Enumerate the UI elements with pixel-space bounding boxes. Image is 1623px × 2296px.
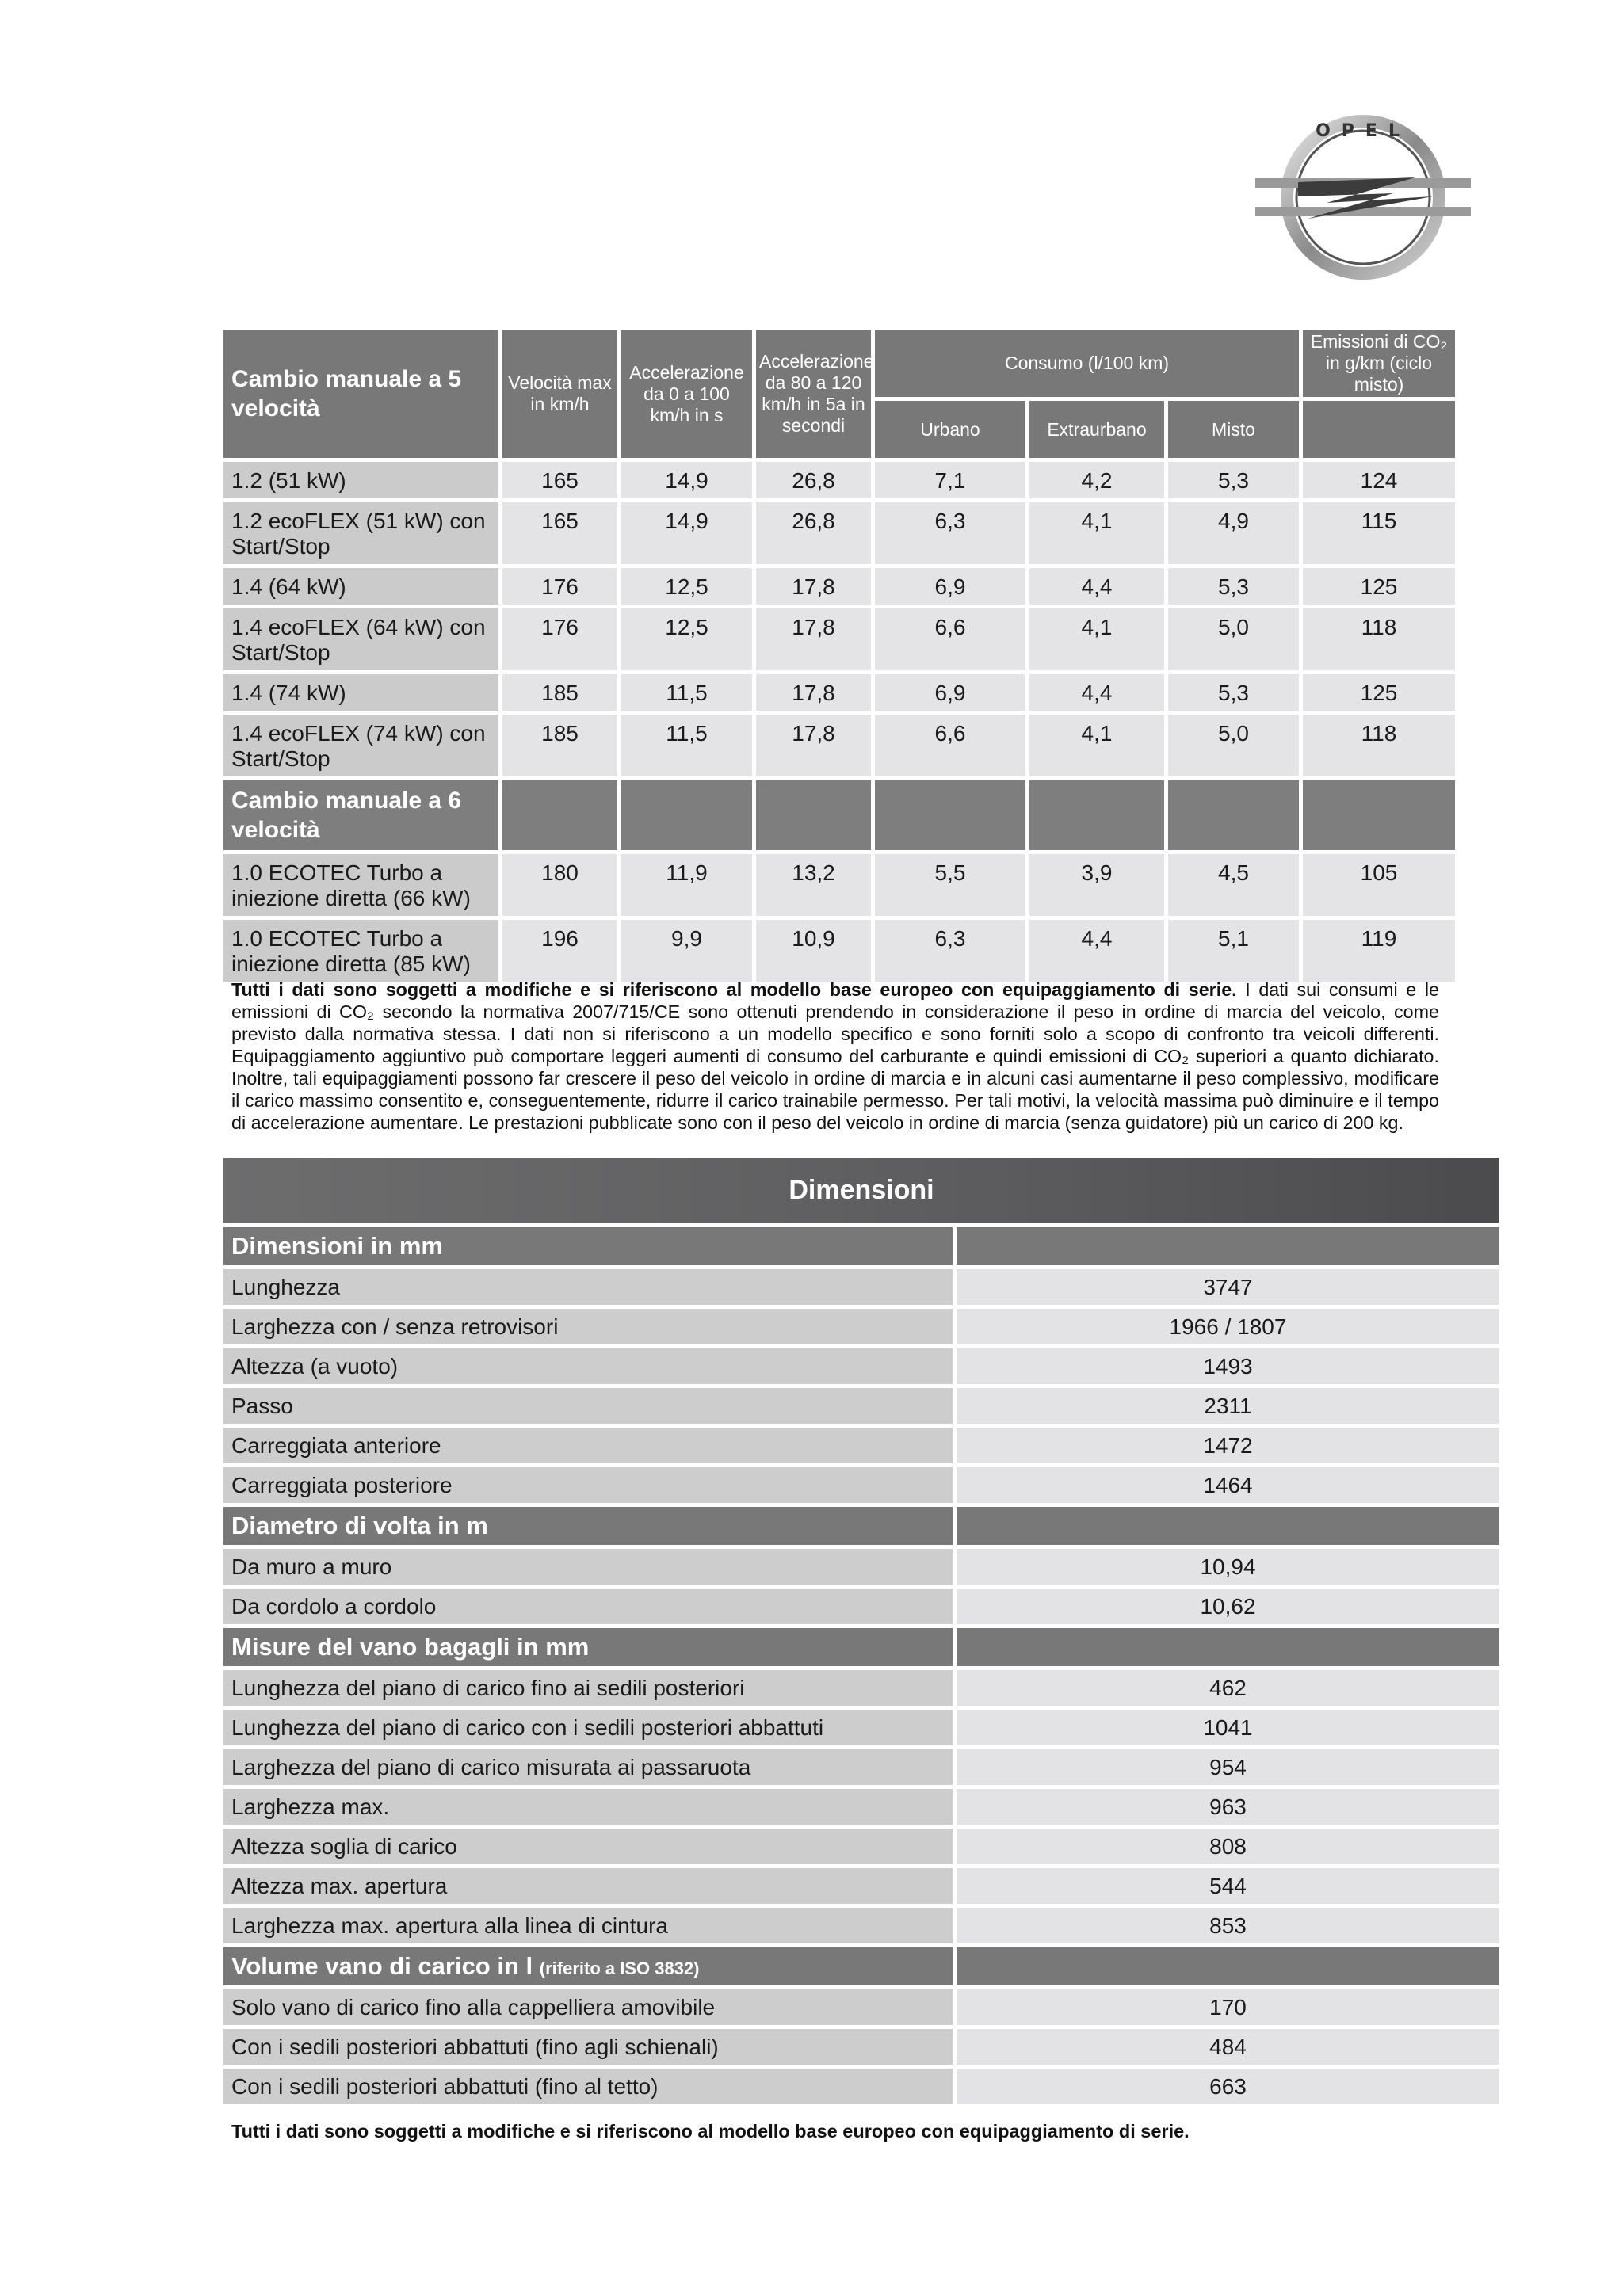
- engine-co2: 124: [1303, 462, 1455, 498]
- dimension-row: [223, 1309, 1499, 1344]
- dimension-value: 1472: [953, 1428, 1499, 1463]
- engine-urban: 6,3: [875, 920, 1025, 982]
- section-title: Diametro di volta in m: [231, 1512, 488, 1539]
- engine-accel: 14,9: [621, 502, 752, 564]
- engine-speed: 180: [502, 854, 617, 916]
- engine-accel: 12,5: [621, 568, 752, 605]
- dimension-row: [223, 1789, 1499, 1825]
- engine-mixed: 4,9: [1168, 502, 1299, 564]
- engine-accel2: 17,8: [756, 568, 871, 605]
- dimension-value: 1966 / 1807: [953, 1309, 1499, 1344]
- header-empty: [1303, 401, 1455, 458]
- dimension-label: Altezza soglia di carico: [223, 1829, 953, 1864]
- dimension-row: [223, 1749, 1499, 1785]
- engine-extra: 4,1: [1029, 608, 1164, 670]
- notes-bold: Tutti i dati sono soggetti a modifiche e si riferiscono al modello base europeo con equipaggiamento di serie.: [231, 979, 1237, 1000]
- engine-urban: 6,3: [875, 502, 1025, 564]
- engine-speed: 185: [502, 674, 617, 711]
- engine-accel2: 13,2: [756, 854, 871, 916]
- dimension-value: 170: [953, 1989, 1499, 2025]
- engine-accel2: 17,8: [756, 715, 871, 776]
- dimension-label: Carreggiata anteriore: [223, 1428, 953, 1463]
- engine-row: [223, 920, 1455, 982]
- dimension-label: Larghezza max.: [223, 1789, 953, 1825]
- engine-extra: 4,1: [1029, 715, 1164, 776]
- engine-label: 1.0 ECOTEC Turbo a iniezione diretta (85 kW): [223, 920, 498, 982]
- dimension-label: Da muro a muro: [223, 1549, 953, 1585]
- dimension-value: 1041: [953, 1710, 1499, 1745]
- engine-label: 1.0 ECOTEC Turbo a iniezione diretta (66 kW): [223, 854, 498, 916]
- engine-accel: 14,9: [621, 462, 752, 498]
- engine-label: 1.4 ecoFLEX (74 kW) con Start/Stop: [223, 715, 498, 776]
- engine-accel2: 26,8: [756, 462, 871, 498]
- engine-speed: 176: [502, 568, 617, 605]
- dimension-value: 3747: [953, 1269, 1499, 1305]
- dimension-value: 853: [953, 1908, 1499, 1943]
- dimension-value: 484: [953, 2029, 1499, 2065]
- engine-label: 1.4 ecoFLEX (64 kW) con Start/Stop: [223, 608, 498, 670]
- engine-co2: 105: [1303, 854, 1455, 916]
- dimension-row: [223, 1428, 1499, 1463]
- dimension-row: [223, 1989, 1499, 2025]
- section-title: Volume vano di carico in l: [231, 1952, 533, 1980]
- engine-co2: 118: [1303, 715, 1455, 776]
- engine-mixed: 5,1: [1168, 920, 1299, 982]
- header-urban: Urbano: [875, 401, 1025, 458]
- dimension-value: 544: [953, 1868, 1499, 1904]
- dimension-row: [223, 1549, 1499, 1585]
- dimension-label: Passo: [223, 1388, 953, 1424]
- engine-label: 1.4 (74 kW): [223, 674, 498, 711]
- engine-accel: 11,9: [621, 854, 752, 916]
- engine-extra: 4,4: [1029, 568, 1164, 605]
- dimension-label: Con i sedili posteriori abbattuti (fino agli schienali): [223, 2029, 953, 2065]
- dimension-value: 10,94: [953, 1549, 1499, 1585]
- dimension-section: [223, 1227, 1499, 1265]
- group-title-6: Cambio manuale a 6 velocità: [223, 780, 498, 850]
- dimensions-footnote: Tutti i dati sono soggetti a modifiche e si riferiscono al modello base europeo con equipaggiamento di serie.: [231, 2121, 1190, 2142]
- dimension-row: [223, 1388, 1499, 1424]
- engine-mixed: 5,3: [1168, 462, 1299, 498]
- dimension-row: [223, 2069, 1499, 2104]
- dimension-label: Carreggiata posteriore: [223, 1467, 953, 1503]
- engine-label: 1.2 (51 kW): [223, 462, 498, 498]
- dimension-label: Con i sedili posteriori abbattuti (fino al tetto): [223, 2069, 953, 2104]
- dimension-value: 808: [953, 1829, 1499, 1864]
- engine-row: [223, 608, 1455, 670]
- engine-speed: 165: [502, 502, 617, 564]
- dimension-row: [223, 1269, 1499, 1305]
- engine-speed: 196: [502, 920, 617, 982]
- engine-mixed: 5,0: [1168, 715, 1299, 776]
- dimension-row: [223, 1670, 1499, 1706]
- dimension-label: Lunghezza: [223, 1269, 953, 1305]
- dimension-section: [223, 1507, 1499, 1545]
- dimension-label: Altezza max. apertura: [223, 1868, 953, 1904]
- section-subtitle: (riferito a ISO 3832): [539, 1958, 700, 1978]
- dimension-row: [223, 1589, 1499, 1624]
- engine-extra: 3,9: [1029, 854, 1164, 916]
- engine-row: [223, 568, 1455, 605]
- engine-co2: 118: [1303, 608, 1455, 670]
- dimension-value: 663: [953, 2069, 1499, 2104]
- engine-accel2: 26,8: [756, 502, 871, 564]
- engine-label: 1.4 (64 kW): [223, 568, 498, 605]
- engine-urban: 6,6: [875, 608, 1025, 670]
- engine-mixed: 5,0: [1168, 608, 1299, 670]
- dimensions-title: Dimensioni: [223, 1158, 1499, 1223]
- engine-mixed: 5,3: [1168, 568, 1299, 605]
- engine-urban: 5,5: [875, 854, 1025, 916]
- engine-urban: 6,6: [875, 715, 1025, 776]
- engine-accel: 12,5: [621, 608, 752, 670]
- dimension-label: Solo vano di carico fino alla cappelliera amovibile: [223, 1989, 953, 2025]
- header-consumption: Consumo (l/100 km): [875, 330, 1299, 397]
- dimension-value: 963: [953, 1789, 1499, 1825]
- dimensions-table: [223, 1223, 1499, 2108]
- dimension-row: [223, 1710, 1499, 1745]
- engine-accel: 11,5: [621, 674, 752, 711]
- dimension-label: Larghezza con / senza retrovisori: [223, 1309, 953, 1344]
- dimension-section: [223, 1947, 1499, 1985]
- dimension-value: 10,62: [953, 1589, 1499, 1624]
- engine-accel2: 17,8: [756, 674, 871, 711]
- engine-label: 1.2 ecoFLEX (51 kW) con Start/Stop: [223, 502, 498, 564]
- disclaimer-notes: [231, 978, 1439, 1134]
- engine-urban: 7,1: [875, 462, 1025, 498]
- dimension-value: 1464: [953, 1467, 1499, 1503]
- notes-text: I dati sui consumi e le emissioni di CO₂ secondo la normativa 2007/715/CE sono ottenuti prendendo in considerazione il peso in ordine di marcia del veicolo, come previsto dalla normativa stessa. I dati non si riferiscono a un modello specifico e sono forniti solo a scopo di confronto tra veicoli differenti. Equipaggiamento aggiuntivo può comportare leggeri aumenti di consumo del carburante e quindi emissioni di CO₂ superiori a quanto dichiarato. Inoltre, tali equipaggiamenti possono far crescere il peso del veicolo in ordine di marcia e in alcuni casi aumentarne il peso complessivo, modificare il carico massimo consentito e, conseguentemente, ridurre il carico trainabile permesso. Per tali motivi, la velocità massima può diminuire e il tempo di accelerazione aumentare. Le prestazioni pubblicate sono con il peso del veicolo in ordine di marcia (senza guidatore) più un carico di 200 kg.: [231, 979, 1439, 1133]
- opel-logo-text: OPEL: [1316, 121, 1411, 141]
- group-title-5: Cambio manuale a 5 velocità: [223, 330, 498, 458]
- header-mixed: Misto: [1168, 401, 1299, 458]
- engine-extra: 4,2: [1029, 462, 1164, 498]
- dimension-row: [223, 1348, 1499, 1384]
- engine-extra: 4,4: [1029, 674, 1164, 711]
- engine-speed: 185: [502, 715, 617, 776]
- dimension-label: Larghezza max. apertura alla linea di cintura: [223, 1908, 953, 1943]
- dimension-label: Lunghezza del piano di carico fino ai sedili posteriori: [223, 1670, 953, 1706]
- engine-mixed: 4,5: [1168, 854, 1299, 916]
- engine-speed: 176: [502, 608, 617, 670]
- performance-table: [220, 326, 1459, 986]
- header-accel: Accelerazione da 0 a 100 km/h in s: [621, 330, 752, 458]
- engine-row: [223, 462, 1455, 498]
- engine-co2: 119: [1303, 920, 1455, 982]
- dimension-value: 1493: [953, 1348, 1499, 1384]
- engine-co2: 125: [1303, 568, 1455, 605]
- dimension-section: [223, 1628, 1499, 1666]
- engine-speed: 165: [502, 462, 617, 498]
- engine-accel: 11,5: [621, 715, 752, 776]
- engine-co2: 125: [1303, 674, 1455, 711]
- dimension-row: [223, 1467, 1499, 1503]
- section-title: Dimensioni in mm: [231, 1232, 443, 1260]
- engine-urban: 6,9: [875, 674, 1025, 711]
- header-accel-80-120: Accelerazione da 80 a 120 km/h in 5a in secondi: [756, 330, 871, 458]
- engine-mixed: 5,3: [1168, 674, 1299, 711]
- section-title: Misure del vano bagagli in mm: [231, 1633, 590, 1661]
- dimension-row: [223, 1868, 1499, 1904]
- dimension-label: Altezza (a vuoto): [223, 1348, 953, 1384]
- dimension-row: [223, 1829, 1499, 1864]
- opel-logo: [1251, 111, 1476, 284]
- engine-row: [223, 854, 1455, 916]
- dimension-label: Lunghezza del piano di carico con i sedili posteriori abbattuti: [223, 1710, 953, 1745]
- dimension-label: Da cordolo a cordolo: [223, 1589, 953, 1624]
- engine-row: [223, 674, 1455, 711]
- dimension-row: [223, 1908, 1499, 1943]
- header-speed: Velocità max in km/h: [502, 330, 617, 458]
- dimension-row: [223, 2029, 1499, 2065]
- header-extraurban: Extraurbano: [1029, 401, 1164, 458]
- header-emissions: Emissioni di CO₂ in g/km (ciclo misto): [1303, 330, 1455, 397]
- engine-accel2: 17,8: [756, 608, 871, 670]
- engine-row: [223, 715, 1455, 776]
- engine-co2: 115: [1303, 502, 1455, 564]
- engine-extra: 4,1: [1029, 502, 1164, 564]
- engine-accel2: 10,9: [756, 920, 871, 982]
- engine-extra: 4,4: [1029, 920, 1164, 982]
- dimension-value: 462: [953, 1670, 1499, 1706]
- engine-urban: 6,9: [875, 568, 1025, 605]
- dimension-value: 2311: [953, 1388, 1499, 1424]
- dimension-value: 954: [953, 1749, 1499, 1785]
- engine-accel: 9,9: [621, 920, 752, 982]
- engine-row: [223, 502, 1455, 564]
- dimension-label: Larghezza del piano di carico misurata ai passaruota: [223, 1749, 953, 1785]
